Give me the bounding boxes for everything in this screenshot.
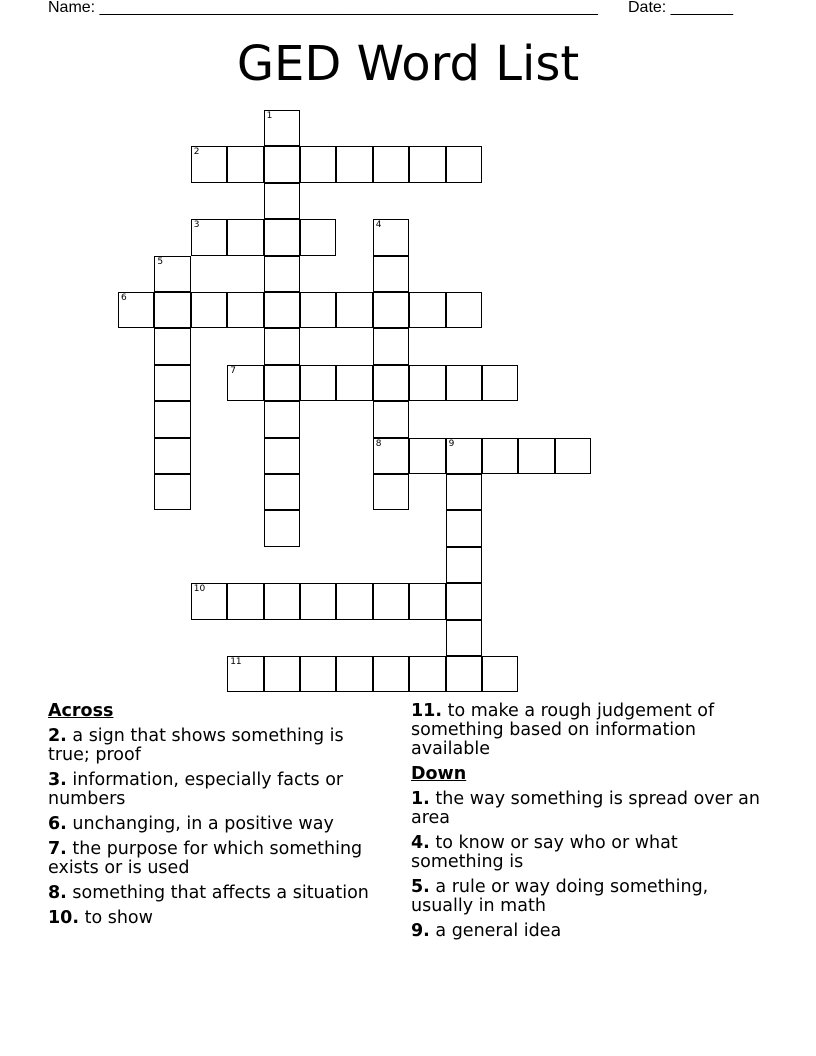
clue-text: the purpose for which something exists or is used [48,839,363,878]
grid-cell[interactable] [373,656,409,692]
grid-cell[interactable] [264,438,300,474]
grid-cell[interactable] [373,328,409,364]
grid-cell[interactable] [154,438,190,474]
grid-cell[interactable] [264,401,300,437]
grid-cell[interactable] [482,365,518,401]
clue-number: 8. [48,883,67,903]
grid-cell[interactable] [373,256,409,292]
grid-cell[interactable] [154,292,190,328]
across-clue [411,702,771,759]
grid-cell[interactable] [264,656,300,692]
clue-text: to show [84,908,153,928]
grid-cell[interactable] [154,401,190,437]
grid-cell[interactable] [409,146,445,182]
grid-cell[interactable] [336,146,372,182]
cell-number: 5 [157,256,164,267]
grid-cell[interactable] [118,292,154,328]
clue-number: 11. [411,701,443,721]
grid-cell[interactable] [191,219,227,255]
cell-number: 8 [375,438,382,449]
clues-column-left [48,702,388,934]
clue-text: the way something is spread over an area [411,789,761,828]
clue-number: 6. [48,814,67,834]
grid-cell[interactable] [154,474,190,510]
grid-cell[interactable] [482,438,518,474]
grid-cell[interactable] [264,510,300,546]
grid-cell[interactable] [446,292,482,328]
grid-cell[interactable] [446,365,482,401]
clue-number: 4. [411,833,430,853]
date-label: Date: _______ [628,0,733,16]
grid-cell[interactable] [409,656,445,692]
grid-cell[interactable] [154,256,190,292]
grid-cell[interactable] [373,219,409,255]
cell-number: 2 [193,147,200,158]
grid-cell[interactable] [264,219,300,255]
cell-number: 6 [121,293,127,303]
clue-text: a sign that shows something is true; proof [48,726,344,765]
clue-text: something that affects a situation [72,883,369,903]
grid-cell[interactable] [373,438,409,474]
across-clue [48,884,388,903]
grid-cell[interactable] [373,583,409,619]
down-clue [411,878,771,916]
across-clue [48,771,388,809]
grid-cell[interactable] [555,438,591,474]
grid-cell[interactable] [336,583,372,619]
cell-number: 9 [448,438,455,449]
cell-number: 1 [266,111,273,121]
page-title: GED Word List [236,36,580,92]
clue-number: 5. [411,877,430,897]
grid-cell[interactable] [446,510,482,546]
clue-number: 3. [48,770,67,790]
grid-cell[interactable] [300,656,336,692]
grid-cell[interactable] [373,146,409,182]
grid-cell[interactable] [300,583,336,619]
grid-cell[interactable] [264,474,300,510]
grid-cell[interactable] [373,474,409,510]
grid-cell[interactable] [154,328,190,364]
clue-text: a general idea [435,921,562,941]
grid-cell[interactable] [264,256,300,292]
grid-cell[interactable] [482,656,518,692]
grid-cell[interactable] [227,656,263,692]
grid-cell[interactable] [446,146,482,182]
down-clue [411,790,771,828]
grid-cell[interactable] [373,292,409,328]
grid-cell[interactable] [227,146,263,182]
grid-cell[interactable] [300,365,336,401]
clue-number: 1. [411,789,430,809]
grid-cell[interactable] [300,146,336,182]
across-heading: Across [48,701,114,721]
grid-cell[interactable] [409,292,445,328]
clue-number: 7. [48,839,67,859]
grid-cell[interactable] [336,292,372,328]
grid-cell[interactable] [191,146,227,182]
clue-text: unchanging, in a positive way [72,814,334,834]
clue-text: to make a rough judgement of something based on information available [411,701,715,759]
grid-cell[interactable] [373,401,409,437]
down-clue [411,834,771,872]
clue-number: 2. [48,726,67,746]
down-heading: Down [411,764,467,784]
cell-number: 11 [230,657,242,667]
grid-cell[interactable] [154,365,190,401]
grid-cell[interactable] [264,110,300,146]
grid-cell[interactable] [227,583,263,619]
clue-number: 9. [411,921,430,941]
grid-cell[interactable] [191,583,227,619]
grid-cell[interactable] [446,547,482,583]
grid-cell[interactable] [446,620,482,656]
grid-cell[interactable] [446,474,482,510]
across-clue [48,815,388,834]
across-clue [48,909,388,928]
cell-number: 3 [193,220,200,231]
clue-text: a rule or way doing something, usually in math [411,877,709,916]
grid-cell[interactable] [446,438,482,474]
grid-cell[interactable] [336,656,372,692]
cell-number: 10 [193,584,206,595]
name-label: Name: ________________________________________________________ [48,0,598,16]
across-clue [48,727,388,765]
grid-cell[interactable] [300,219,336,255]
grid-cell[interactable] [264,328,300,364]
clue-text: to know or say who or what something is [411,833,678,872]
clue-text: information, especially facts or numbers [48,770,344,809]
grid-cell[interactable] [264,183,300,219]
grid-cell[interactable] [227,219,263,255]
down-clue [411,922,771,941]
grid-cell[interactable] [264,583,300,619]
grid-cell[interactable] [518,438,554,474]
grid-cell[interactable] [409,583,445,619]
grid-cell[interactable] [373,365,409,401]
grid-cell[interactable] [336,365,372,401]
grid-cell[interactable] [227,365,263,401]
grid-cell[interactable] [446,583,482,619]
clues-column-right [411,702,771,947]
grid-cell[interactable] [227,292,263,328]
grid-cell[interactable] [446,656,482,692]
grid-cell[interactable] [264,146,300,182]
grid-cell[interactable] [264,365,300,401]
grid-cell[interactable] [409,438,445,474]
grid-cell[interactable] [264,292,300,328]
across-clue [48,840,388,878]
grid-cell[interactable] [191,292,227,328]
grid-cell[interactable] [409,365,445,401]
cell-number: 7 [230,365,236,376]
cell-number: 4 [375,220,382,231]
grid-cell[interactable] [300,292,336,328]
clue-number: 10. [48,908,80,928]
